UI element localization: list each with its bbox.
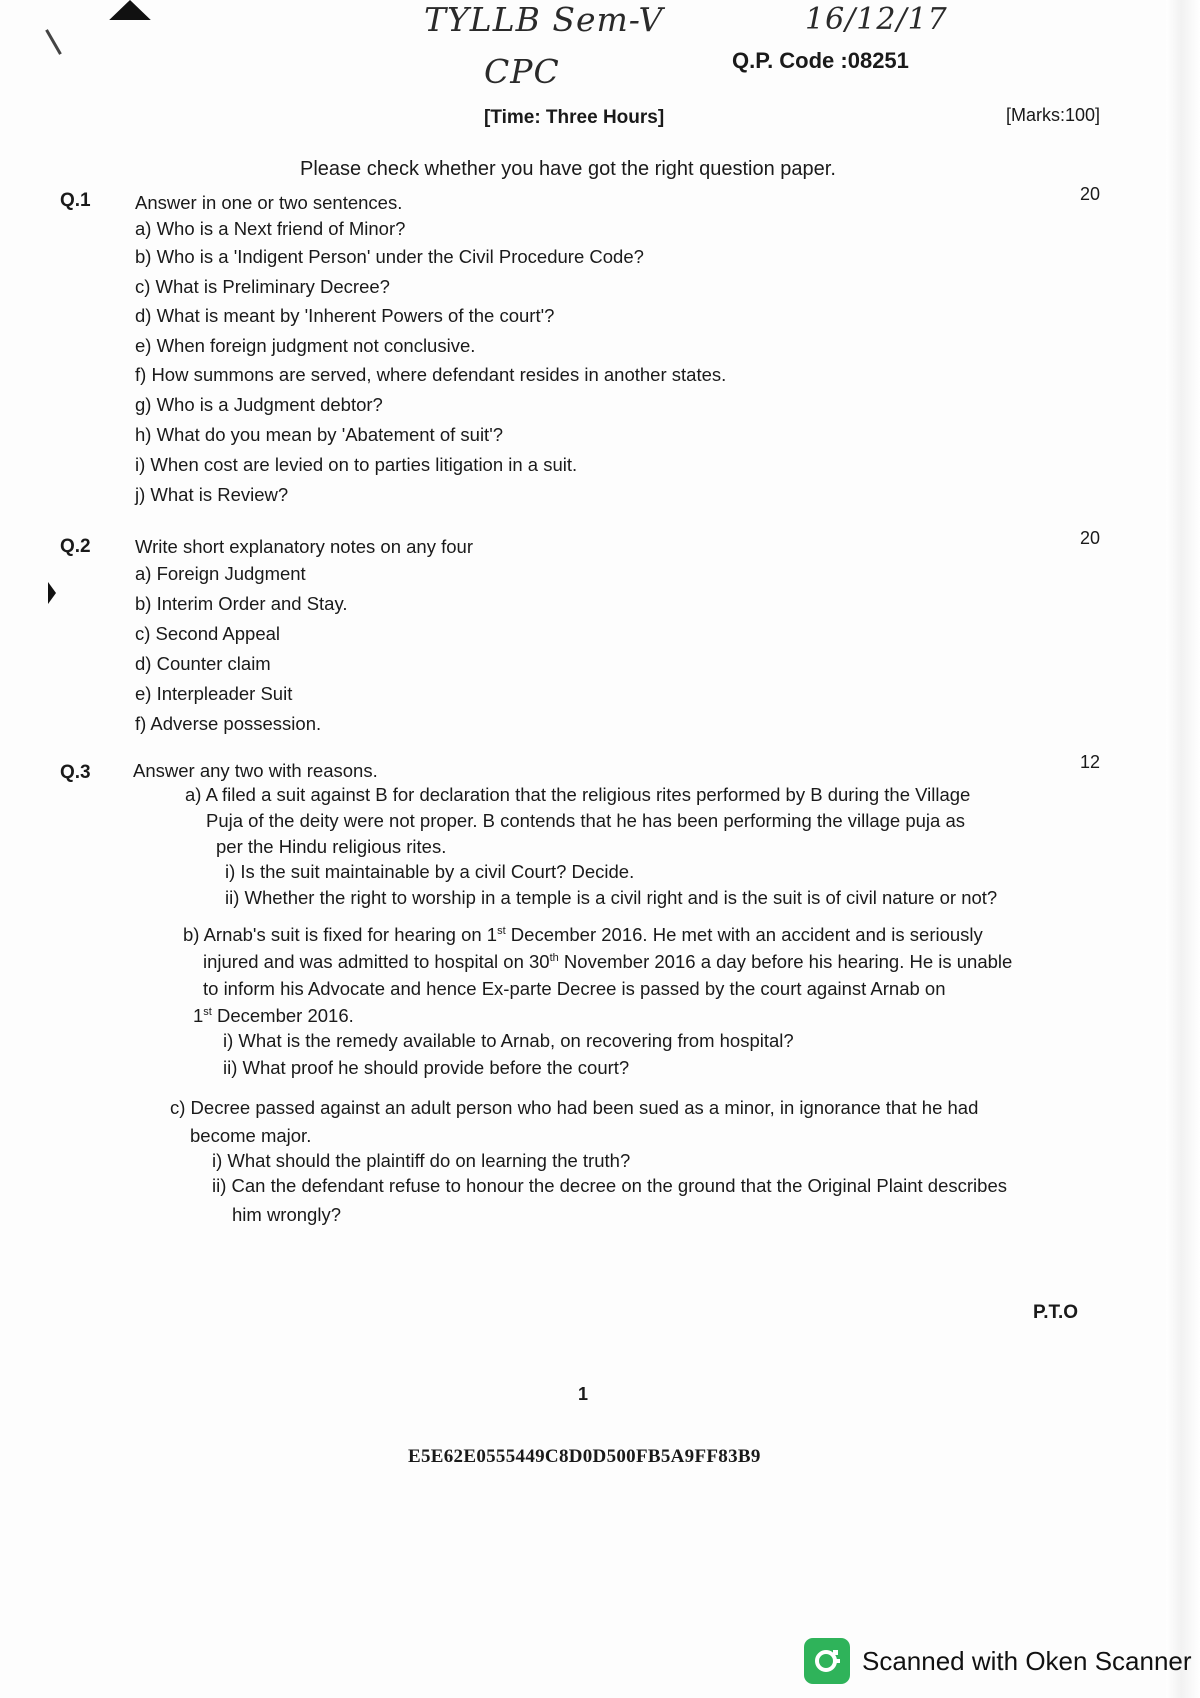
q1-item: g) Who is a Judgment debtor? xyxy=(135,394,383,415)
paper-hash-code: E5E62E0555449C8D0D500FB5A9FF83B9 xyxy=(408,1446,761,1467)
q3-a-line: per the Hindu religious rites. xyxy=(216,836,447,857)
page-edge-shadow xyxy=(1166,0,1200,1698)
q1-item: e) When foreign judgment not conclusive. xyxy=(135,335,476,356)
scanner-text: Scanned with Oken Scanner xyxy=(862,1645,1192,1676)
q3-b-line: 1st December 2016. xyxy=(193,1005,354,1026)
q2-item: c) Second Appeal xyxy=(135,623,281,644)
q3-a-question: ii) Whether the right to worship in a temple is a civil right and is the suit is of civil nature or not? xyxy=(225,887,998,908)
q3-number: Q.3 xyxy=(60,762,91,783)
handwritten-subject: CPC xyxy=(484,52,560,91)
q3-b-question: ii) What proof he should provide before the court? xyxy=(223,1057,630,1078)
q2-item: e) Interpleader Suit xyxy=(135,683,293,704)
q2-item: d) Counter claim xyxy=(135,653,271,674)
q3-b-line: to inform his Advocate and hence Ex-parte Decree is passed by the court against Arnab on xyxy=(203,978,946,999)
q2-item: a) Foreign Judgment xyxy=(135,563,306,584)
q3-b-line: b) Arnab's suit is fixed for hearing on 1st December 2016. He met with an accident and is seriously xyxy=(183,924,983,945)
q3-a-question: i) Is the suit maintainable by a civil Court? Decide. xyxy=(225,861,635,882)
q3-c-line: c) Decree passed against an adult person who had been sued as a minor, in ignorance that he had xyxy=(170,1097,979,1118)
handwritten-date: 16/12/17 xyxy=(805,2,948,37)
q1-number: Q.1 xyxy=(60,190,91,211)
q3-c-question: i) What should the plaintiff do on learning the truth? xyxy=(212,1150,631,1171)
q1-item: c) What is Preliminary Decree? xyxy=(135,276,390,297)
q2-item: b) Interim Order and Stay. xyxy=(135,593,348,614)
q1-item: a) Who is a Next friend of Minor? xyxy=(135,218,406,239)
margin-dash-mark xyxy=(45,29,62,55)
q3-marks: 12 xyxy=(1080,752,1101,772)
q1-item: h) What do you mean by 'Abatement of suit'? xyxy=(135,424,504,445)
q2-item: f) Adverse possession. xyxy=(135,713,322,734)
q2-prompt: Write short explanatory notes on any four xyxy=(135,536,473,557)
q3-a-line: a) A filed a suit against B for declaration that the religious rites performed by B during the Village xyxy=(185,784,971,805)
q3-a-line: Puja of the deity were not proper. B contends that he has been performing the village puja as xyxy=(206,810,965,831)
q3-c-question: him wrongly? xyxy=(232,1204,341,1225)
q3-b-line: injured and was admitted to hospital on 30th November 2016 a day before his hearing. He is unable xyxy=(203,951,1013,972)
qp-code: Q.P. Code :08251 xyxy=(732,48,909,73)
q3-c-question: ii) Can the defendant refuse to honour the decree on the ground that the Original Plaint describes xyxy=(212,1175,1007,1196)
scan-mark-top xyxy=(104,0,156,20)
q1-item: f) How summons are served, where defendant resides in another states. xyxy=(135,364,727,385)
q2-marks: 20 xyxy=(1080,528,1101,548)
q3-b-question: i) What is the remedy available to Arnab, on recovering from hospital? xyxy=(223,1030,794,1051)
q1-marks: 20 xyxy=(1080,184,1101,204)
pto-label: P.T.O xyxy=(1033,1302,1079,1323)
q3-c-line: become major. xyxy=(190,1125,312,1146)
q1-item: d) What is meant by 'Inherent Powers of the court'? xyxy=(135,305,555,326)
margin-arrow-mark xyxy=(48,582,56,604)
scanner-logo-icon xyxy=(804,1638,850,1684)
exam-time: [Time: Three Hours] xyxy=(484,107,665,128)
q1-item: b) Who is a 'Indigent Person' under the Civil Procedure Code? xyxy=(135,246,644,267)
instruction: Please check whether you have got the right question paper. xyxy=(300,158,836,180)
q1-item: i) When cost are levied on to parties litigation in a suit. xyxy=(135,454,578,475)
scanner-watermark xyxy=(804,1638,1192,1684)
q1-prompt: Answer in one or two sentences. xyxy=(135,192,403,213)
total-marks: [Marks:100] xyxy=(1006,105,1101,125)
q1-item: j) What is Review? xyxy=(135,484,289,505)
page-number: 1 xyxy=(578,1384,589,1404)
q3-prompt: Answer any two with reasons. xyxy=(133,760,378,781)
q2-number: Q.2 xyxy=(60,536,91,557)
handwritten-course: TYLLB Sem-V xyxy=(424,0,664,39)
